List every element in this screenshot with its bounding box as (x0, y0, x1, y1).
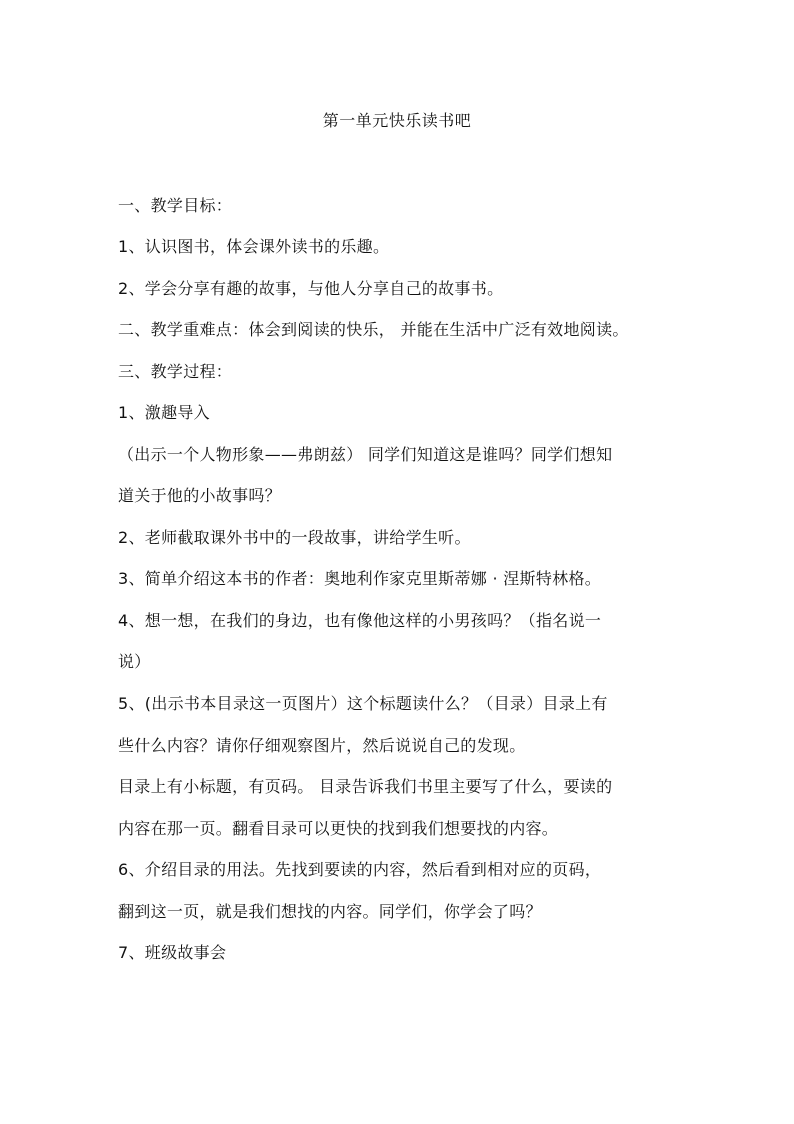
text-line: 3、简单介绍这本书的作者：奥地利作家克里斯蒂娜 · 涅斯特林格。 (118, 569, 602, 588)
text-line: 4、想一想，在我们的身边，也有像他这样的小男孩吗？（指名说一 (118, 611, 602, 630)
text-line: 内容在那一页。翻看目录可以更快的找到我们想要找的内容。 (118, 819, 559, 838)
text-line: 些什么内容？请你仔细观察图片，然后说说自己的发现。 (118, 736, 526, 755)
text-line: 1、认识图书，体会课外读书的乐趣。 (118, 237, 390, 256)
text-line: 翻到这一页，就是我们想找的内容。同学们，你学会了吗？ (118, 902, 542, 921)
text-line: 2、学会分享有趣的故事，与他人分享自己的故事书。 (118, 279, 504, 298)
text-line: 5、(出示书本目录这一页图片）这个标题读什么？（目录）目录上有 (118, 694, 608, 713)
text-line: 道关于他的小故事吗？ (118, 486, 282, 505)
text-line: 目录上有小标题，有页码。 目录告诉我们书里主要写了什么，要读的 (118, 777, 613, 796)
text-line: 说） (118, 652, 151, 671)
section-heading-key-points: 二、教学重难点：体会到阅读的快乐， 并能在生活中广泛有效地阅读。 (118, 320, 629, 339)
text-line: （出示一个人物形象——弗朗兹） 同学们知道这是谁吗？同学们想知 (118, 445, 613, 464)
section-heading-objectives: 一、教学目标： (118, 196, 233, 215)
text-line: 7、班级故事会 (118, 943, 227, 962)
text-line: 2、老师截取课外书中的一段故事，讲给学生听。 (118, 528, 471, 547)
document-title: 第一单元快乐读书吧 (322, 111, 472, 130)
section-heading-process: 三、教学过程： (118, 362, 233, 381)
text-line: 6、介绍目录的用法。先找到要读的内容，然后看到相对应的页码， (118, 860, 602, 879)
text-line: 1、激趣导入 (118, 403, 210, 422)
